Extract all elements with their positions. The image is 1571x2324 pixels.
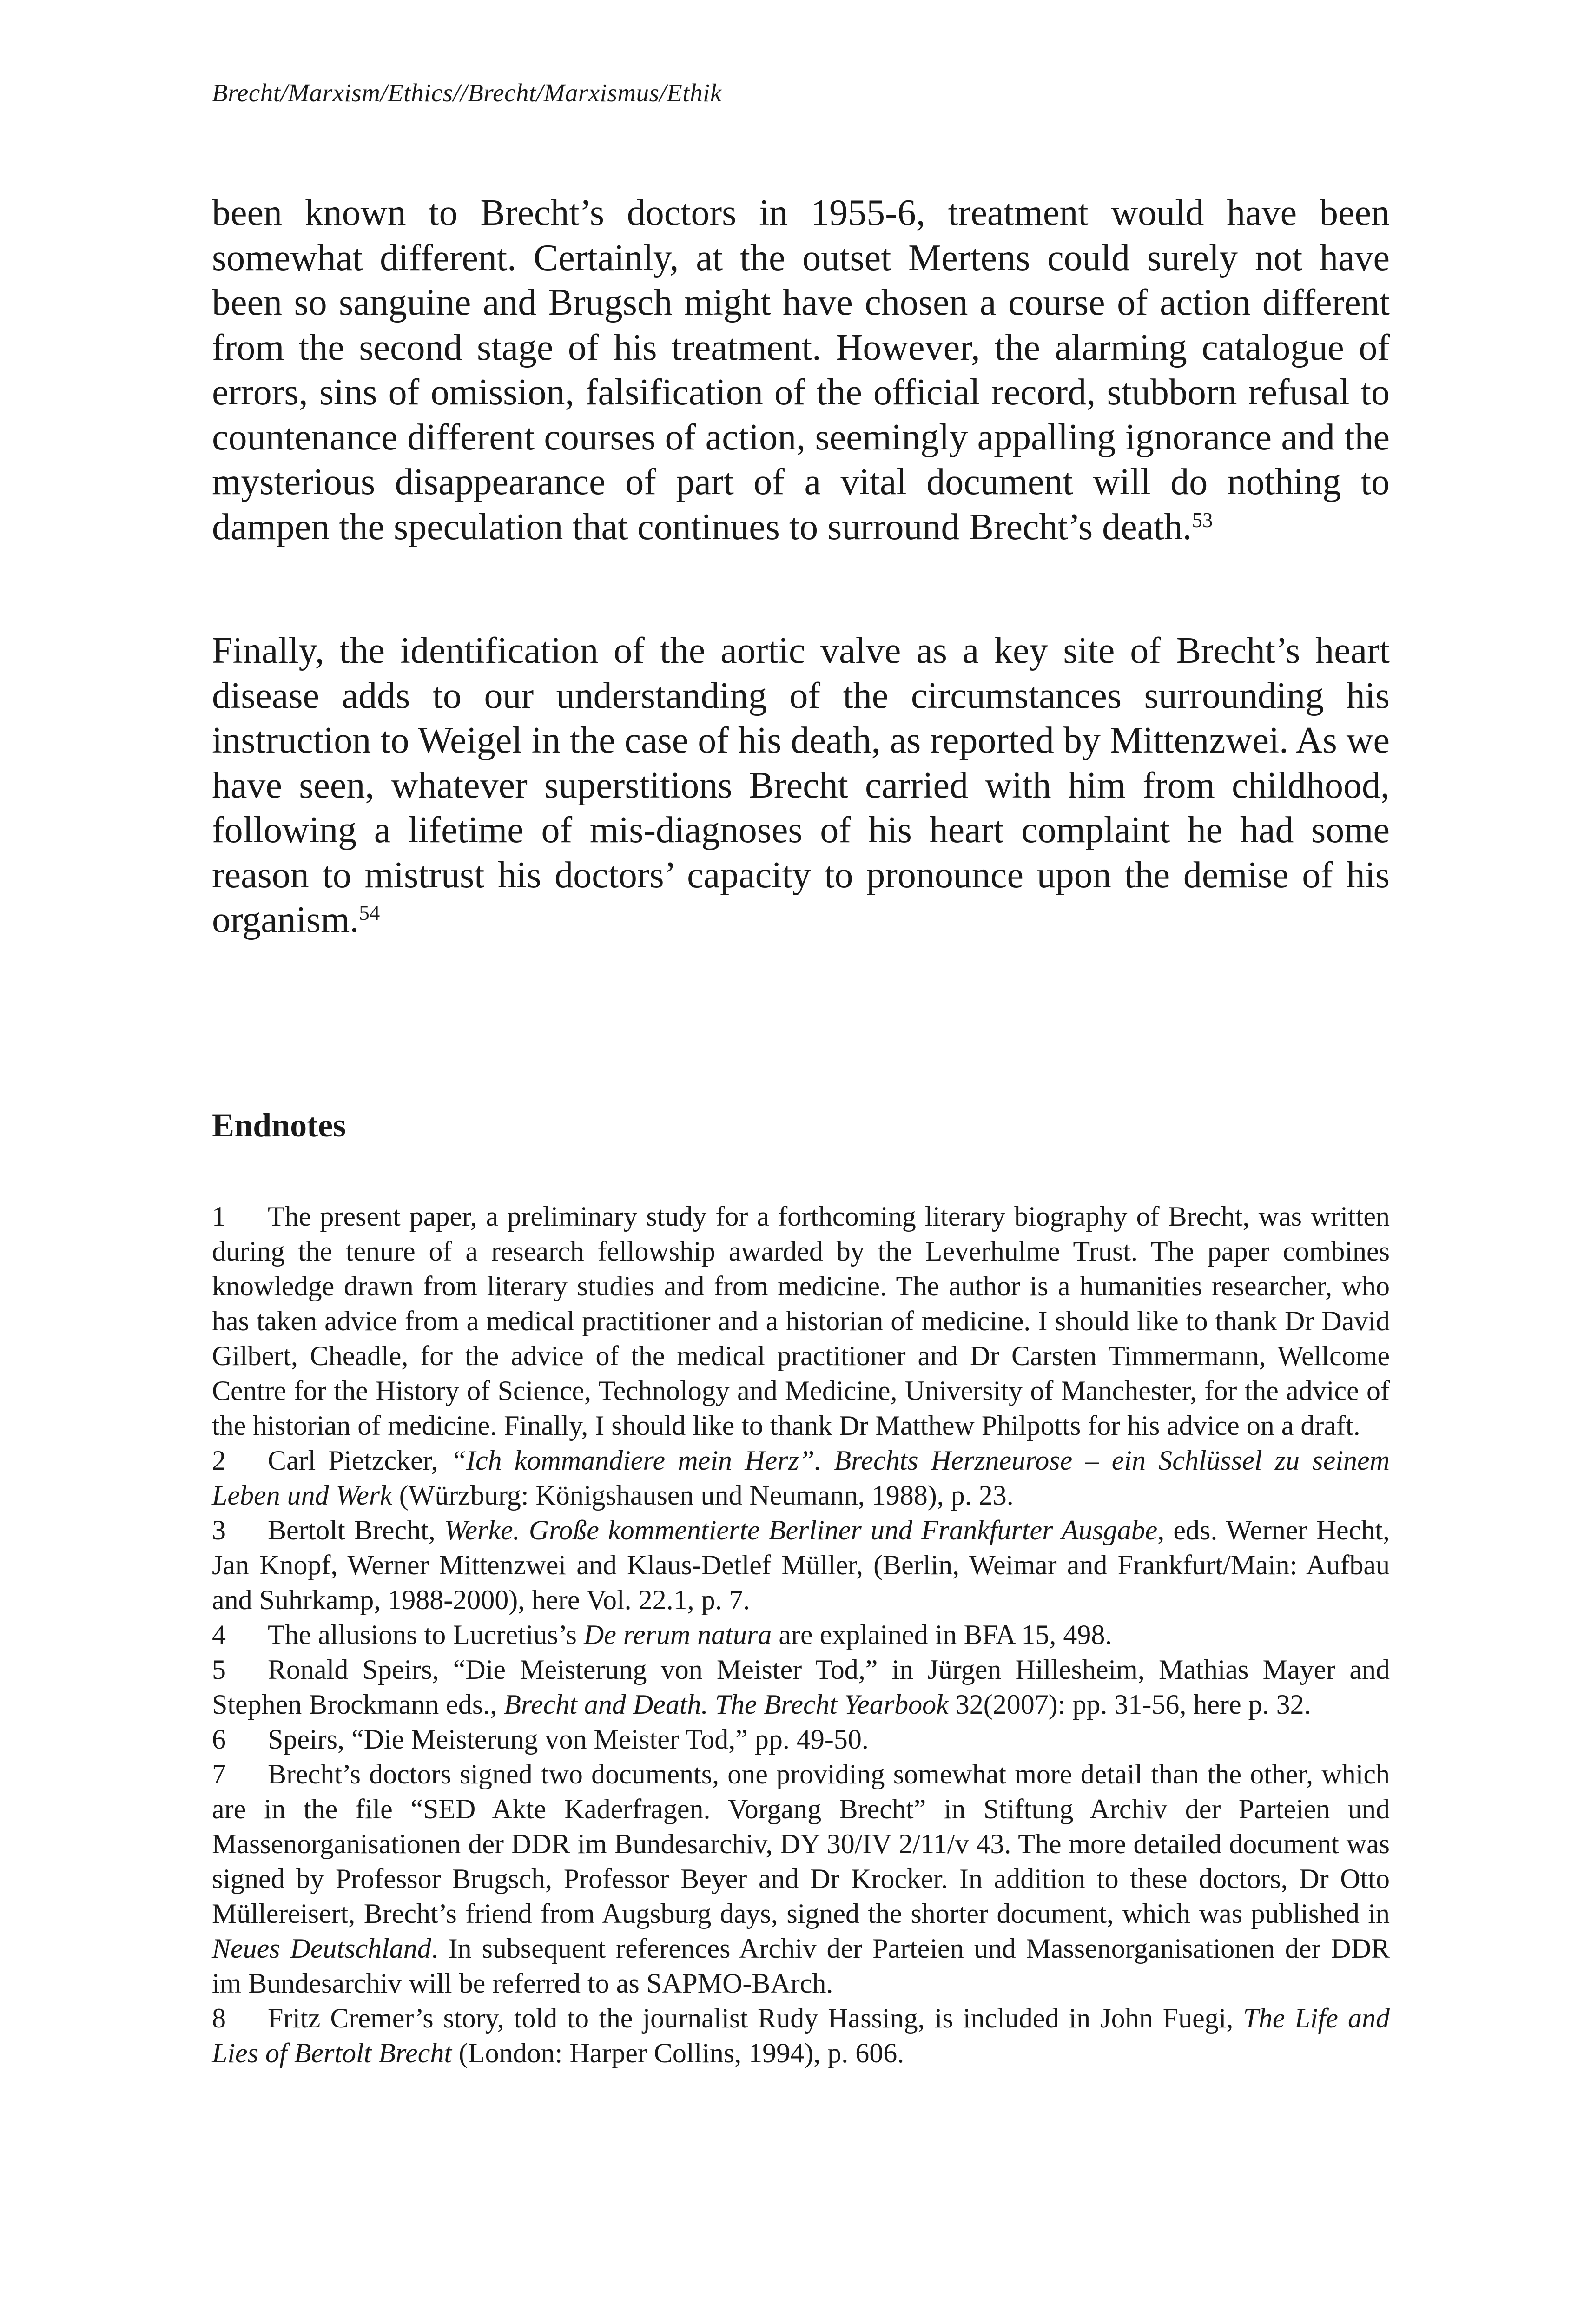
endnote-text: Bertolt Brecht,	[268, 1515, 444, 1545]
endnote-title: De rerum natura	[583, 1619, 772, 1650]
endnote-text: Fritz Cremer’s story, told to the journalist Rudy Hassing, is included in John Fuegi,	[268, 2003, 1243, 2034]
endnote-text: The present paper, a preliminary study for a forthcoming literary biography of Brecht, was written during the tenure of a research fellowship awarded by the Leverhulme Trust. The paper combines knowledge drawn from literary studies and from medicine. The author is a humanities researcher, who has taken advice from a medical practitioner and a historian of medicine. I should like to thank Dr David Gilbert, Cheadle, for the advice of the medical practitioner and Dr Carsten Timmermann, Wellcome Centre for the History of Science, Technology and Medicine, University of Manchester, for the advice of the historian of medicine. Finally, I should like to thank Dr Matthew Philpotts for his advice on a draft.	[212, 1201, 1390, 1441]
endnote-5	[212, 1652, 1390, 1722]
endnote-title: The Life and Lies of Bertolt Brecht	[212, 2003, 1390, 2068]
endnote-title: Werke. Große kommentierte Berliner und Frankfurter Ausgabe	[444, 1515, 1158, 1545]
running-head: Brecht/Marxism/Ethics//Brecht/Marxismus/Ethik	[212, 79, 722, 107]
endnote-text: Speirs, “Die Meisterung von Meister Tod,” pp. 49-50.	[268, 1724, 869, 1755]
paragraph-text: Finally, the identification of the aortic valve as a key site of Brecht’s heart disease adds to our understanding of the circumstances surrounding his instruction to Weigel in the case of his death, as reported by Mittenzwei. As we have seen, whatever superstitions Brecht carried with him from childhood, following a lifetime of mis-diagnoses of his heart complaint he had some reason to mistrust his doctors’ capacity to pronounce upon the demise of his organism.	[212, 630, 1390, 940]
endnote-text: Brecht’s doctors signed two documents, one providing somewhat more detail than the other, which are in the file “SED Akte Kaderfragen. Vorgang Brecht” in Stiftung Archiv der Parteien und Massenorganisationen der DDR im Bundesarchiv, DY 30/IV 2/11/v 43. The more detailed document was signed by Professor Brugsch, Professor Beyer and Dr Krocker. In addition to these doctors, Dr Otto Müllereisert, Brecht’s friend from Augsburg days, signed the shorter document, which was published in	[212, 1759, 1390, 1929]
endnote-7	[212, 1757, 1390, 2001]
endnote-number: 1	[212, 1201, 226, 1232]
endnote-text: (London: Harper Collins, 1994), p. 606.	[452, 2038, 904, 2068]
endnote-6	[212, 1722, 1390, 1757]
endnote-number: 3	[212, 1515, 226, 1545]
body-paragraph-2	[212, 628, 1390, 943]
endnote-title: Neues Deutschland	[212, 1933, 431, 1964]
endnote-text: , eds. Werner Hecht, Jan Knopf, Werner Mittenzwei and Klaus-Detlef Müller, (Berlin, Weimar and Frankfurt/Main: Aufbau and Suhrkamp, 1988-2000), here Vol. 22.1, p. 7.	[212, 1515, 1390, 1615]
endnote-number: 7	[212, 1759, 226, 1789]
endnote-text: (Würzburg: Königshausen und Neumann, 1988), p. 23.	[392, 1480, 1014, 1511]
endnote-title: Brecht and Death. The Brecht Yearbook	[504, 1689, 949, 1720]
endnote-3	[212, 1513, 1390, 1618]
endnotes-heading: Endnotes	[212, 1107, 346, 1144]
endnote-number: 5	[212, 1654, 226, 1685]
endnote-text: Ronald Speirs, “Die Meisterung von Meister Tod,” in Jürgen Hillesheim, Mathias Mayer and Stephen Brockmann eds.,	[212, 1654, 1390, 1720]
endnote-number: 2	[212, 1445, 226, 1476]
paragraph-text: been known to Brecht’s doctors in 1955-6, treatment would have been somewhat different. Certainly, at the outset Mertens could surely not have been so sanguine and Brugsch might have chosen a course of action different from the second stage of his treatment. However, the alarming catalogue of errors, sins of omission, falsification of the official record, stubborn refusal to countenance different courses of action, seemingly appalling ignorance and the mysterious disappearance of part of a vital document will do nothing to dampen the speculation that continues to surround Brecht’s death.	[212, 192, 1390, 548]
body-paragraph-1	[212, 191, 1390, 549]
endnote-8	[212, 2001, 1390, 2071]
endnote-text: Carl Pietzcker,	[268, 1445, 451, 1476]
endnote-text: . In subsequent references Archiv der Parteien und Massenorganisationen der DDR im Bundesarchiv will be referred to as SAPMO-BArch.	[212, 1933, 1390, 1999]
endnote-2	[212, 1443, 1390, 1513]
endnote-title: “Ich kommandiere mein Herz”. Brechts Herzneurose – ein Schlüssel zu seinem Leben und Werk	[212, 1445, 1390, 1511]
endnote-number: 8	[212, 2003, 226, 2034]
endnote-number: 6	[212, 1724, 226, 1755]
footnote-marker[interactable]: 53	[1192, 508, 1213, 532]
endnote-number: 4	[212, 1619, 226, 1650]
endnote-text: are explained in BFA 15, 498.	[772, 1619, 1112, 1650]
endnotes-list	[212, 1199, 1390, 2071]
endnote-4	[212, 1618, 1390, 1652]
endnote-text: 32(2007): pp. 31-56, here p. 32.	[948, 1689, 1311, 1720]
endnote-text: The allusions to Lucretius’s	[268, 1619, 584, 1650]
footnote-marker[interactable]: 54	[359, 901, 380, 924]
endnote-1	[212, 1199, 1390, 1443]
